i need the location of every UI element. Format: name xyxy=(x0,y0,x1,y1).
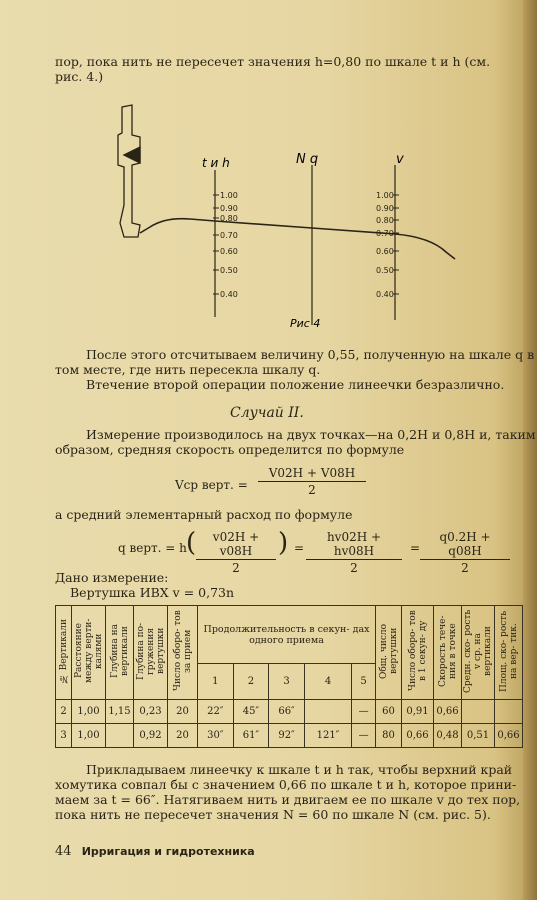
formula-2-lhs: q верт. = h xyxy=(118,541,187,555)
paragraph-6-line-2: хомутика совпал бы с значением 0,66 по шкале t и h, которое прини- xyxy=(55,777,517,792)
sub-col-2: 2 xyxy=(233,664,269,700)
ruler-clamp-drawing xyxy=(118,105,140,237)
formula-2-fraction-2 xyxy=(306,530,402,575)
cell-duration-2: 45″ xyxy=(233,700,269,724)
cell-vertical: 3 xyxy=(56,724,72,748)
left-tick-0-40: 0.40 xyxy=(220,290,238,299)
cell-vertical: 2 xyxy=(56,700,72,724)
cell-duration-4: 121″ xyxy=(304,724,351,748)
formula-2-fraction-1 xyxy=(196,530,276,575)
col-revolutions: Число оборо- тов за прием xyxy=(168,606,198,700)
cell-area xyxy=(495,700,523,724)
formula-2-denominator-2: 2 xyxy=(350,561,358,575)
formula-2-numerator-1: v02H + v08H xyxy=(196,530,276,560)
right-tick-0-40: 0.40 xyxy=(376,290,394,299)
formula-2-open-paren: ( xyxy=(186,528,197,558)
cell-velocity: 0,48 xyxy=(434,724,462,748)
cell-depth xyxy=(106,724,134,748)
formula-2-numerator-2: hv02H + hv08H xyxy=(306,530,402,560)
paragraph-6-line-3: маем за t = 66″. Натягиваем нить и двигаем ее по шкале v до тех пор, xyxy=(55,792,521,807)
paragraph-4-line-2: образом, средняя скорость определится по формуле xyxy=(55,442,405,457)
cell-immersion: 0,23 xyxy=(134,700,168,724)
right-tick-0-80: 0.80 xyxy=(376,216,394,225)
formula-1-numerator: V02H + V08H xyxy=(258,466,366,482)
paragraph-1-line-2: рис. 4.) xyxy=(55,69,104,84)
page-number: 44 xyxy=(55,844,72,859)
formula-2-fraction-3 xyxy=(420,530,510,575)
figure-4-nomogram xyxy=(110,95,490,340)
paragraph-6-line-4: пока нить не пересечет значения N = 60 по шкале N (см. рис. 5). xyxy=(55,807,491,822)
paragraph-4-line-1: Измерение производилось на двух точках—на 0,2H и 0,8H и, таким xyxy=(86,427,536,442)
left-tick-0-50: 0.50 xyxy=(220,266,238,275)
cell-distance: 1,00 xyxy=(72,724,106,748)
right-tick-0-60: 0.60 xyxy=(376,247,394,256)
cell-revolutions: 20 xyxy=(168,700,198,724)
table-row xyxy=(56,724,523,748)
cell-mean xyxy=(462,700,495,724)
measurement-table xyxy=(55,605,523,748)
sub-col-4: 4 xyxy=(304,664,351,700)
running-title: Ирригация и гидротехника xyxy=(81,845,255,858)
page-footer xyxy=(55,844,255,859)
col-area-velocity: Площ. ско- рость на вер- тик. xyxy=(495,606,523,700)
formula-1-lhs: Vср верт. = xyxy=(175,478,248,492)
formula-2-close-paren: ) xyxy=(278,528,289,558)
right-tick-0-90: 0.90 xyxy=(376,204,394,213)
col-depth: Глубина на вертикали xyxy=(106,606,134,700)
paragraph-5: а средний элементарный расход по формуле xyxy=(55,507,353,522)
left-tick-0-60: 0.60 xyxy=(220,247,238,256)
left-scale-ticks xyxy=(213,195,219,294)
formula-2-numerator-3: q0.2H + q08H xyxy=(420,530,510,560)
right-tick-0-50: 0.50 xyxy=(376,266,394,275)
paragraph-2-line-1: После этого отсчитываем величину 0,55, полученную на шкале q в xyxy=(86,347,535,362)
col-total-count: Общ. число вертушки xyxy=(376,606,402,700)
left-tick-0-90: 0.90 xyxy=(220,204,238,213)
sub-col-1: 1 xyxy=(198,664,234,700)
table-row xyxy=(56,700,523,724)
sub-col-5: 5 xyxy=(352,664,376,700)
cell-rps: 0,66 xyxy=(402,724,434,748)
cell-depth: 1,15 xyxy=(106,700,134,724)
cell-duration-3: 66″ xyxy=(269,700,305,724)
cell-rps: 0,91 xyxy=(402,700,434,724)
cell-duration-5: — xyxy=(352,700,376,724)
scale-n-q-title: N q xyxy=(296,152,319,167)
formula-1-fraction xyxy=(258,466,366,497)
scale-v-title: v xyxy=(396,152,404,167)
cell-velocity: 0,66 xyxy=(434,700,462,724)
cell-total: 80 xyxy=(376,724,402,748)
cell-duration-3: 92″ xyxy=(269,724,305,748)
cell-duration-5: — xyxy=(352,724,376,748)
cell-duration-4 xyxy=(304,700,351,724)
cell-duration-1: 30″ xyxy=(198,724,234,748)
paragraph-6-line-1: Прикладываем линеечку к шкале t и h так, чтобы верхний край xyxy=(86,762,513,777)
left-tick-0-70: 0.70 xyxy=(220,231,238,240)
right-scale-ticks xyxy=(393,195,399,294)
right-tick-1-00: 1.00 xyxy=(376,191,394,200)
col-distance: Расстояние между верти- калями xyxy=(72,606,106,700)
col-immersion-depth: Глубина по- гружения вертушки xyxy=(134,606,168,700)
formula-2-equals-2: = xyxy=(410,541,421,555)
formula-1-denominator: 2 xyxy=(308,483,316,497)
cell-distance: 1,00 xyxy=(72,700,106,724)
col-point-velocity: Скорость тече- ния в точке xyxy=(434,606,462,700)
current-meter-label: Вертушка ИВХ v = 0,73n xyxy=(70,585,235,600)
col-vertical-number: № Вертикали xyxy=(56,606,72,700)
left-tick-1-00: 1.00 xyxy=(220,191,238,200)
cell-total: 60 xyxy=(376,700,402,724)
formula-2-denominator-3: 2 xyxy=(461,561,469,575)
section-heading: Случай II. xyxy=(230,405,304,421)
paragraph-1-line-1: пор, пока нить не пересечет значения h=0,80 по шкале t и h (см. xyxy=(55,54,491,69)
cell-revolutions: 20 xyxy=(168,724,198,748)
table-header-row xyxy=(56,606,523,664)
cell-duration-1: 22″ xyxy=(198,700,234,724)
col-duration-group: Продолжительность в секун- дах одного приема xyxy=(198,606,376,664)
paragraph-2-line-2: том месте, где нить пересекла шкалу q. xyxy=(55,362,321,377)
thread-line xyxy=(140,219,455,259)
figure-caption: Рис 4 xyxy=(290,317,321,330)
sub-col-3: 3 xyxy=(269,664,305,700)
formula-2-denominator-1: 2 xyxy=(232,561,240,575)
cell-immersion: 0,92 xyxy=(134,724,168,748)
given-measurement-label: Дано измерение: xyxy=(55,570,169,585)
cell-mean: 0,51 xyxy=(462,724,495,748)
book-spine-shadow xyxy=(523,0,537,900)
paragraph-3: Втечение второй операции положение линеечки безразлично. xyxy=(86,377,505,392)
left-tick-0-80: 0.80 xyxy=(220,214,238,223)
col-mean-velocity: Средн. ско- рость v ср. на вертикали xyxy=(462,606,495,700)
formula-2-equals-1: = xyxy=(294,541,305,555)
col-revs-per-second: Число оборо- тов в 1 секун- ду xyxy=(402,606,434,700)
cell-area: 0,66 xyxy=(495,724,523,748)
scale-t-h-title: t и h xyxy=(202,156,230,170)
right-tick-0-70: 0.70 xyxy=(376,229,394,238)
cell-duration-2: 61″ xyxy=(233,724,269,748)
